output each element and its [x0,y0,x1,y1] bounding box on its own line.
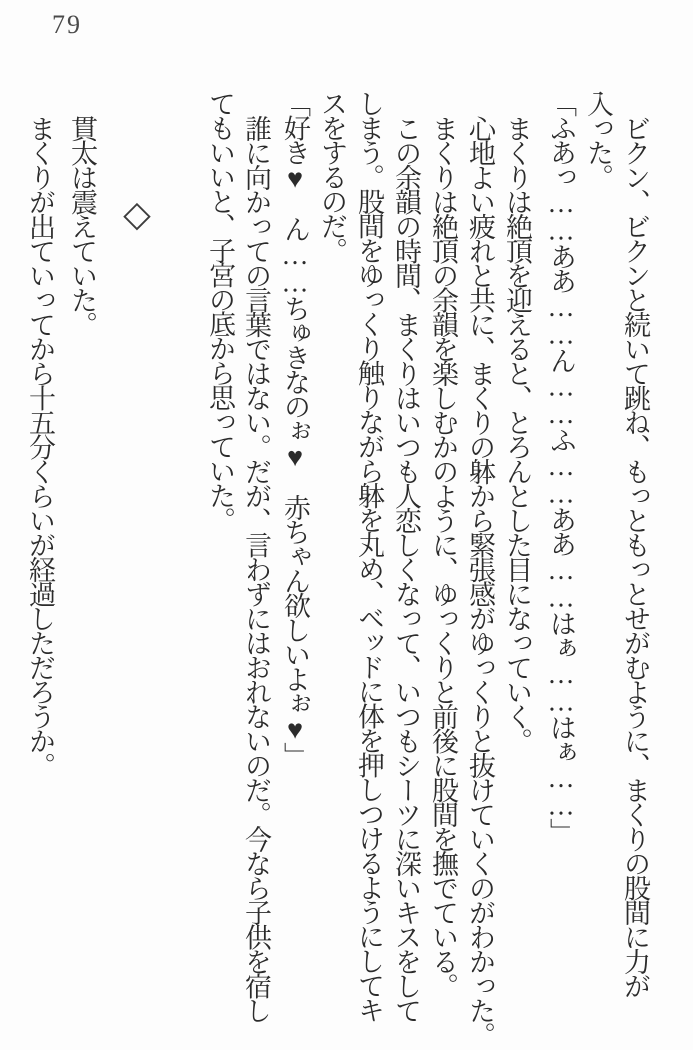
text-column: ビクン、ビクンと続いて跳ね、もっともっとせがむように、まくりの股間に力が [620,114,650,997]
text-column: まくりが出ていってから十五分くらいが経過しただろうか。 [25,114,55,776]
text-column: 誰に向かっての言葉ではない。だが、言わずにはおれないのだ。今なら子供を宿し [241,114,271,1021]
text-column: 入った。 [583,90,613,188]
page-number: 79 [52,10,82,39]
text-column: 「ふあっ……ああ……ん……ふ……ああ……はぁ……はぁ……」 [546,90,576,843]
text-column: スをするのだ。 [317,90,347,262]
text-column: 「好き♥ ん……ちゅきなのぉ♥ 赤ちゃん欲しいよぉ♥」 [280,90,310,767]
scene-break-diamond-icon: ◇ [123,194,151,235]
text-column: 貫太は震えていた。 [67,114,97,335]
text-column: この余韻の時間、まくりはいつも人恋しくなって、いつもシーツに深いキスをして [391,114,421,1021]
text-column: まくりは絶頂の余韻を楽しむかのように、ゆっくりと前後に股間を撫でている。 [428,114,458,997]
text-column: まくりは絶頂を迎えると、とろんとした目になっていく。 [502,114,532,752]
text-column: てもいいと、子宮の底から思っていた。 [205,90,235,531]
text-column: 心地よい疲れと共に、まくりの躰から緊張感がゆっくりと抜けていくのがわかった。 [465,114,495,1046]
text-column: しまう。股間をゆっくり触りながら躰を丸め、ベッドに体を押しつけるようにしてキ [354,90,384,1021]
